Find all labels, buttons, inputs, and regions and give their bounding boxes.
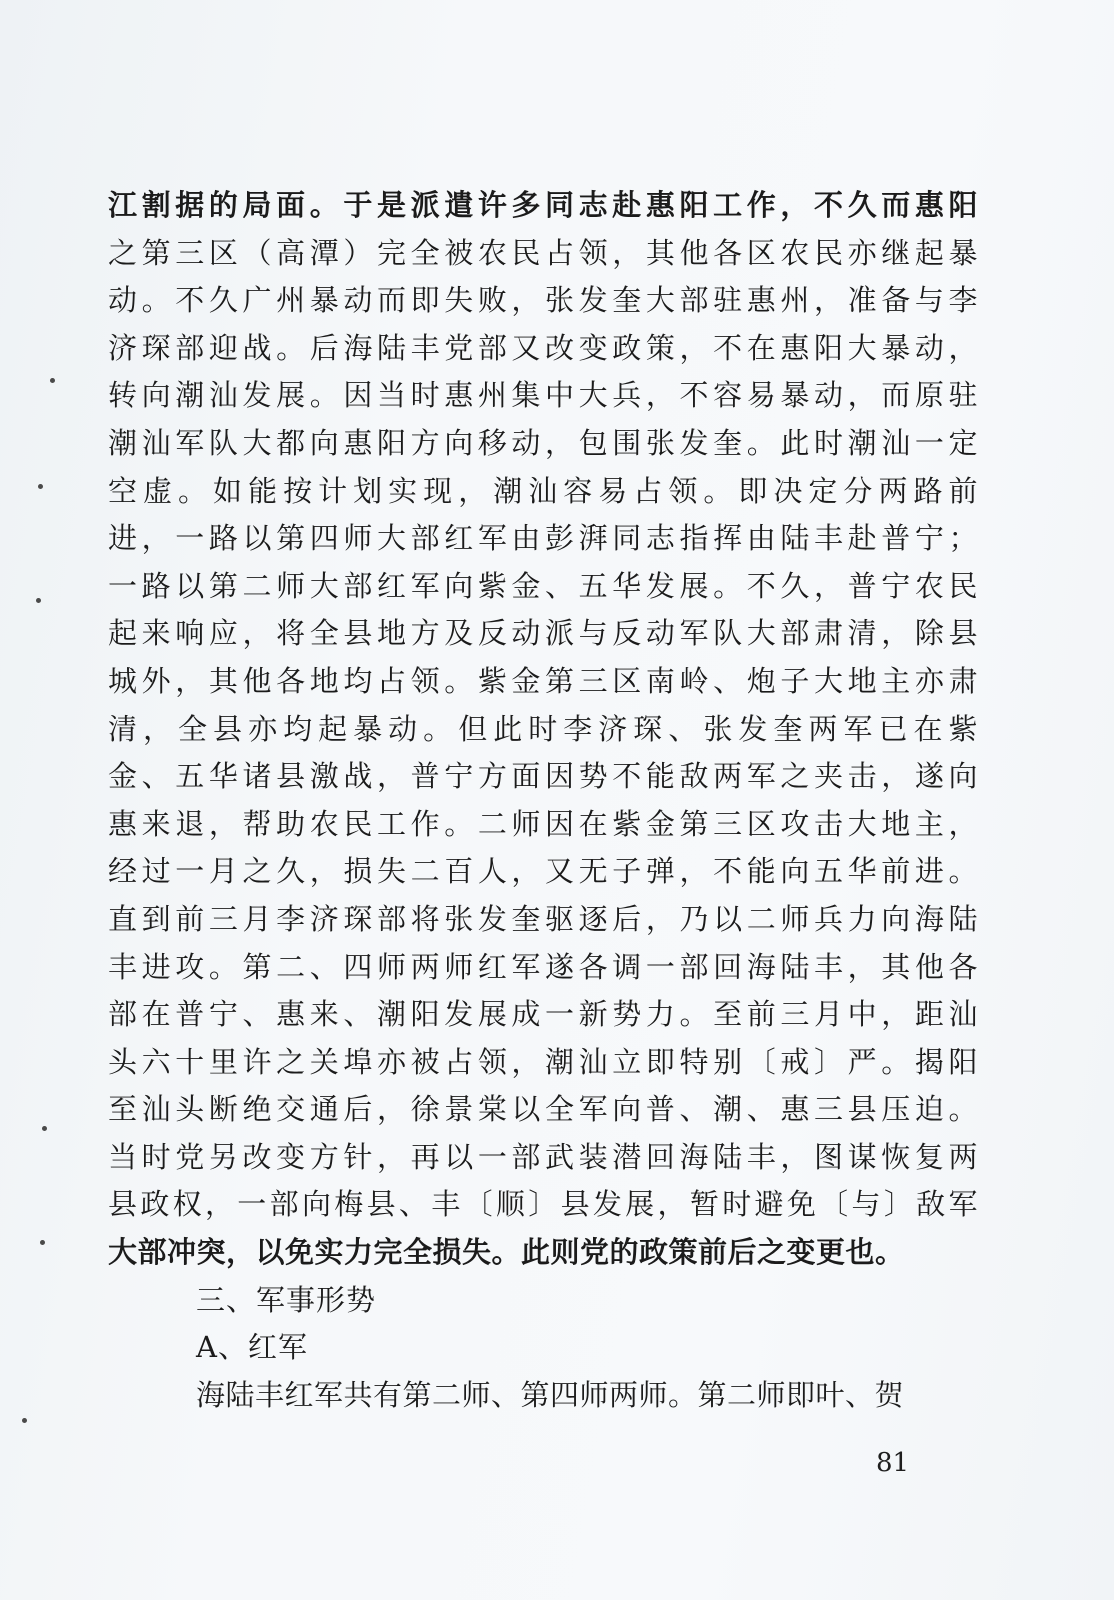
scan-speck xyxy=(38,484,43,489)
text-line-23: 大部冲突，以免实力完全损失。此则党的政策前后之变更也。 xyxy=(108,1235,905,1270)
text-line-13: 金、五华诸县激战，普宁方面因势不能敌两军之夹击，遂向 xyxy=(108,759,978,794)
text-line-14: 惠来退，帮助农民工作。二师因在紫金第三区攻击大地主， xyxy=(108,806,978,841)
text-line-20: 至汕头断绝交通后，徐景棠以全军向普、潮、惠三县压迫。 xyxy=(108,1092,978,1127)
scan-speck xyxy=(50,378,55,383)
paragraph-first-line: 海陆丰红军共有第二师、第四师两师。第二师即叶、贺 xyxy=(196,1377,905,1412)
text-line-1: 江割据的局面。于是派遣许多同志赴惠阳工作，不久而惠阳 xyxy=(108,188,978,222)
text-line-2: 之第三区（高潭）完全被农民占领，其他各区农民亦继起暴 xyxy=(108,235,978,270)
body-text xyxy=(108,182,978,1419)
text-line-16: 直到前三月李济琛部将张发奎驱逐后，乃以二师兵力向海陆 xyxy=(108,901,978,936)
section-heading: 三、军事形势 xyxy=(196,1282,377,1317)
text-line-15: 经过一月之久，损失二百人，又无子弹，不能向五华前进。 xyxy=(108,854,978,889)
text-line-11: 城外，其他各地均占领。紫金第三区南岭、炮子大地主亦肃 xyxy=(108,663,978,698)
text-line-18: 部在普宁、惠来、潮阳发展成一新势力。至前三月中，距汕 xyxy=(108,997,978,1032)
text-line-17: 丰进攻。第二、四师两师红军遂各调一部回海陆丰，其他各 xyxy=(108,949,978,984)
text-line-9: 一路以第二师大部红军向紫金、五华发展。不久，普宁农民 xyxy=(108,568,978,603)
subsection-heading: A、红军 xyxy=(196,1330,308,1365)
scan-speck xyxy=(40,1240,45,1245)
text-line-7: 空虚。如能按计划实现，潮汕容易占领。即决定分两路前 xyxy=(108,473,978,508)
text-line-12: 清，全县亦均起暴动。但此时李济琛、张发奎两军已在紫 xyxy=(108,711,978,746)
page-number: 81 xyxy=(876,1448,910,1478)
text-line-3: 动。不久广州暴动而即失败，张发奎大部驻惠州，准备与李 xyxy=(108,283,978,318)
text-line-19: 头六十里许之关埠亦被占领，潮汕立即特别〔戒〕严。揭阳 xyxy=(108,1044,978,1079)
text-line-6: 潮汕军队大都向惠阳方向移动，包围张发奎。此时潮汕一定 xyxy=(108,425,978,460)
scan-speck xyxy=(36,598,41,603)
text-line-4: 济琛部迎战。后海陆丰党部又改变政策，不在惠阳大暴动， xyxy=(108,330,978,365)
text-line-21: 当时党另改变方针，再以一部武装潜回海陆丰，图谋恢复两 xyxy=(108,1139,978,1174)
text-line-10: 起来响应，将全县地方及反动派与反动军队大部肃清，除县 xyxy=(108,616,978,651)
text-line-22: 县政权，一部向梅县、丰〔顺〕县发展，暂时避免〔与〕敌军 xyxy=(108,1187,978,1222)
scan-speck xyxy=(22,1418,27,1423)
text-line-5: 转向潮汕发展。因当时惠州集中大兵，不容易暴动，而原驻 xyxy=(108,378,978,413)
text-line-8: 进，一路以第四师大部红军由彭湃同志指挥由陆丰赴普宁； xyxy=(108,521,978,556)
scan-speck xyxy=(42,1126,47,1131)
